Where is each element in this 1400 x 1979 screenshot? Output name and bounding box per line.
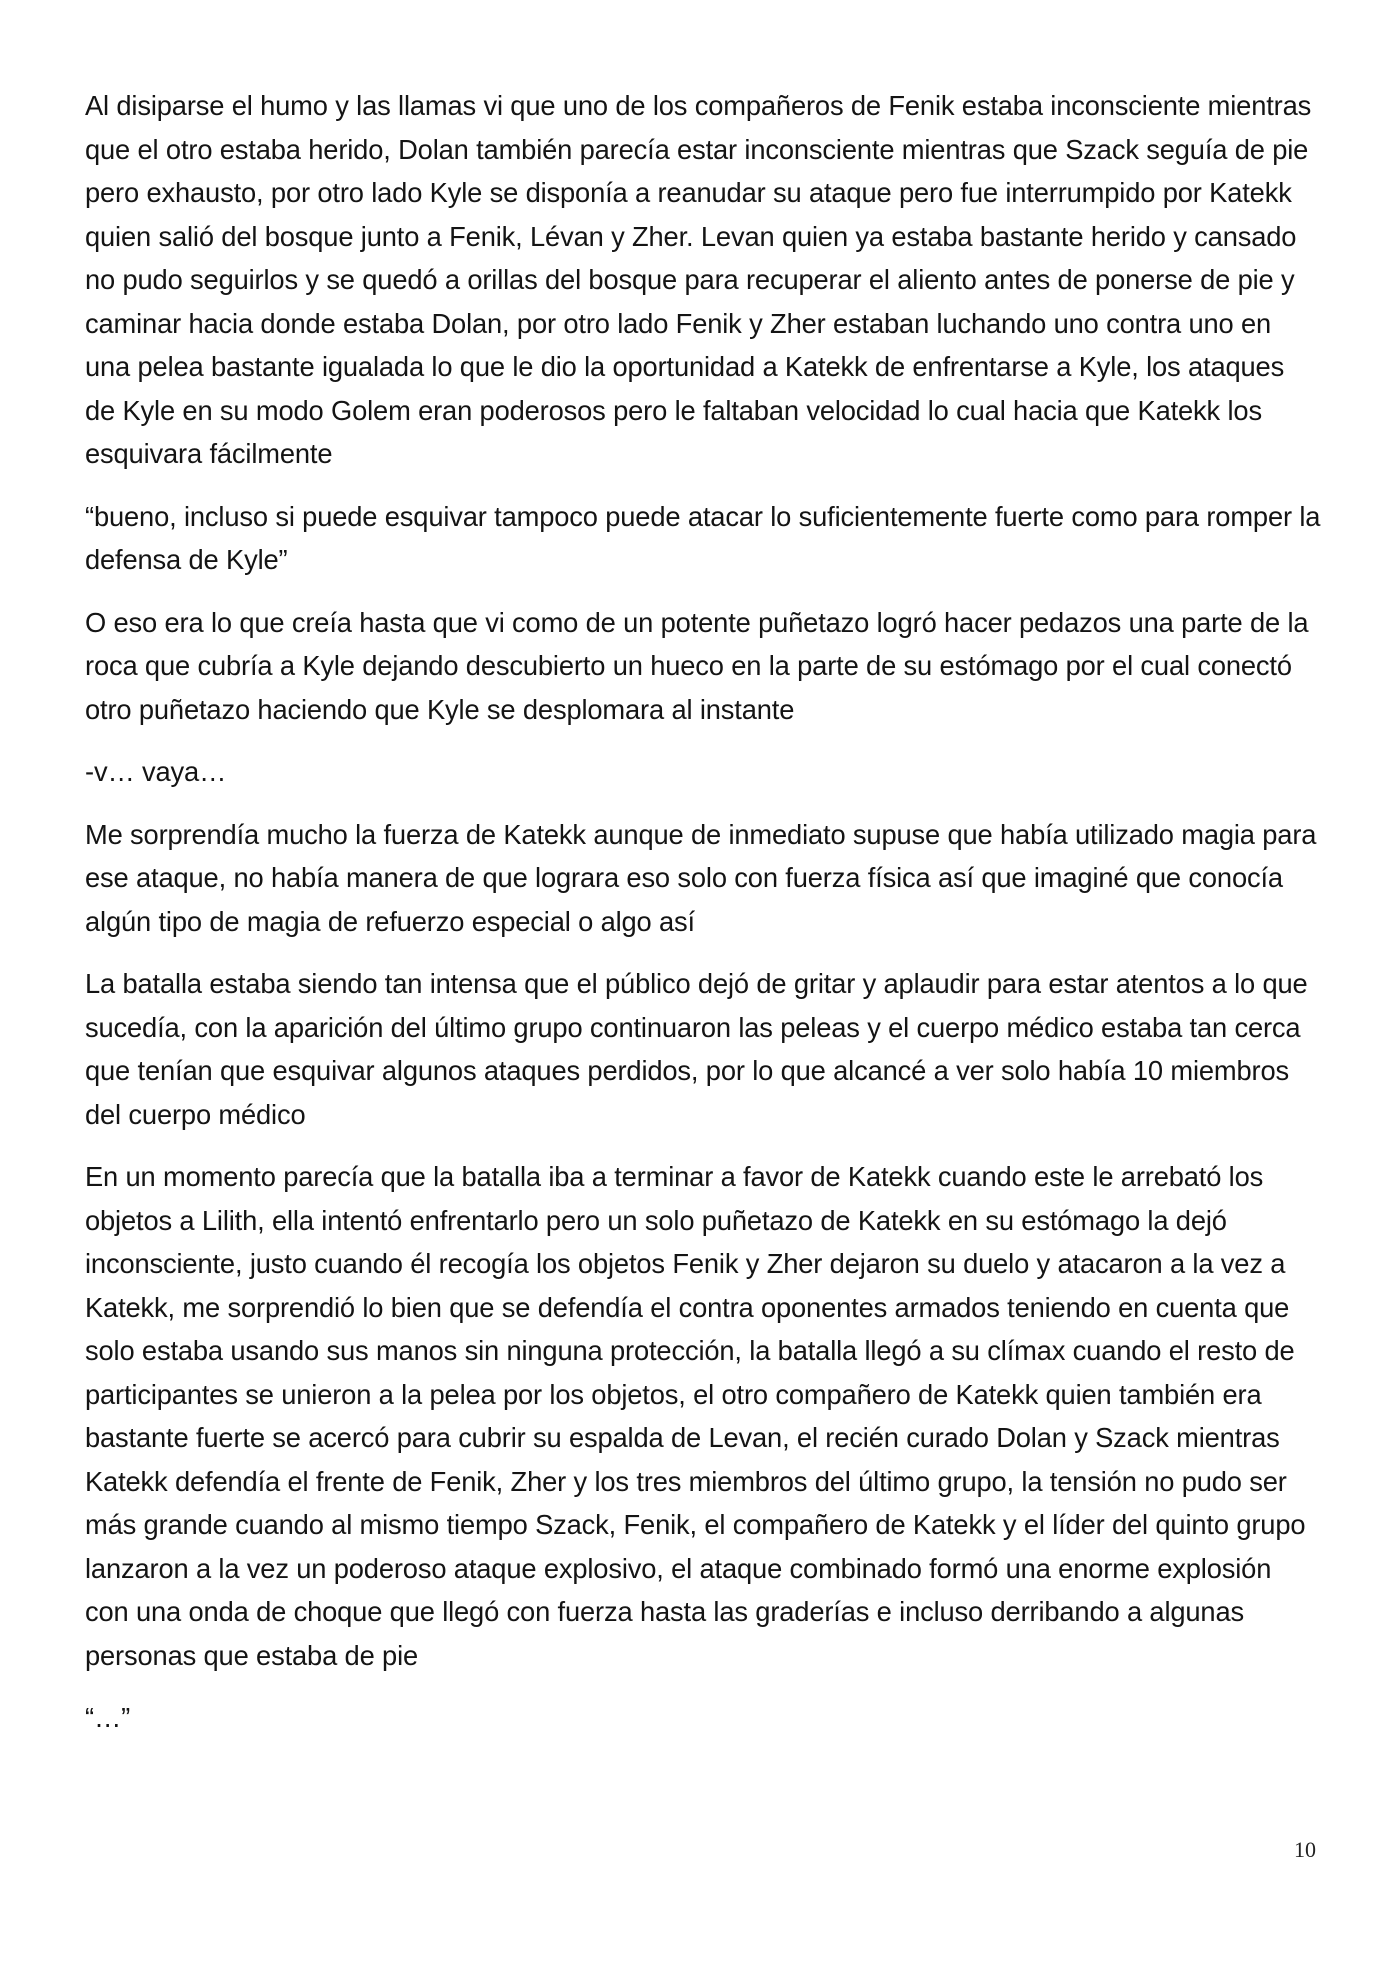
paragraph: Me sorprendía mucho la fuerza de Katekk aunque de inmediato supuse que había utilizado magia para ese ataque, no había manera de que lograra eso solo con fuerza física así que imaginé que conocía algún tipo de magia de refuerzo especial o algo así (85, 818, 1317, 937)
paragraph: O eso era lo que creía hasta que vi como de un potente puñetazo logró hacer pedazos una parte de la roca que cubría a Kyle dejando descubierto un hueco en la parte de su estómago por el cual conectó otro puñetazo haciendo que Kyle se desplomara al instante (85, 606, 1309, 725)
page-number: 10 (1294, 1837, 1316, 1862)
page-body (85, 84, 1321, 1759)
paragraph: “…” (85, 1702, 131, 1733)
paragraph: La batalla estaba siendo tan intensa que el público dejó de gritar y aplaudir para estar atentos a lo que sucedía, con la aparición del último grupo continuaron las peleas y el cuerpo médico estaba tan cerca que tenían que esquivar algunos ataques perdidos, por lo que alcancé a ver solo había 10 miembros del cuerpo médico (85, 968, 1308, 1130)
paragraph: Al disiparse el humo y las llamas vi que uno de los compañeros de Fenik estaba inconsciente mientras que el otro estaba herido, Dolan también parecía estar inconsciente mientras que Szack seguía de pie pero exhausto, por otro lado Kyle se disponía a reanudar su ataque pero fue interrumpido por Katekk quien salió del bosque junto a Fenik, Lévan y Zher. Levan quien ya estaba bastante herido y cansado no pudo seguirlos y se quedó a orillas del bosque para recuperar el aliento antes de ponerse de pie y caminar hacia donde estaba Dolan, por otro lado Fenik y Zher estaban luchando uno contra uno en una pelea bastante igualada lo que le dio la oportunidad a Katekk de enfrentarse a Kyle, los ataques de Kyle en su modo Golem eran poderosos pero le faltaban velocidad lo cual hacia que Katekk los esquivara fácilmente (85, 90, 1312, 469)
paragraph: -v… vaya… (85, 756, 227, 787)
paragraph: En un momento parecía que la batalla iba a terminar a favor de Katekk cuando este le arrebató los objetos a Lilith, ella intentó enfrentarlo pero un solo puñetazo de Katekk en su estómago la dejó inconsciente, justo cuando él recogía los objetos Fenik y Zher dejaron su duelo y atacaron a la vez a Katekk, me sorprendió lo bien que se defendía el contra oponentes armados teniendo en cuenta que solo estaba usando sus manos sin ninguna protección, la batalla llegó a su clímax cuando el resto de participantes se unieron a la pelea por los objetos, el otro compañero de Katekk quien también era bastante fuerte se acercó para cubrir su espalda de Levan, el recién curado Dolan y Szack mientras Katekk defendía el frente de Fenik, Zher y los tres miembros del último grupo, la tensión no pudo ser más grande cuando al mismo tiempo Szack, Fenik, el compañero de Katekk y el líder del quinto grupo lanzaron a la vez un poderoso ataque explosivo, el ataque combinado formó una enorme explosión con una onda de choque que llegó con fuerza hasta las graderías e incluso derribando a algunas personas que estaba de pie (85, 1161, 1306, 1671)
paragraph: “bueno, incluso si puede esquivar tampoco puede atacar lo suficientemente fuerte como para romper la defensa de Kyle” (85, 500, 1321, 575)
